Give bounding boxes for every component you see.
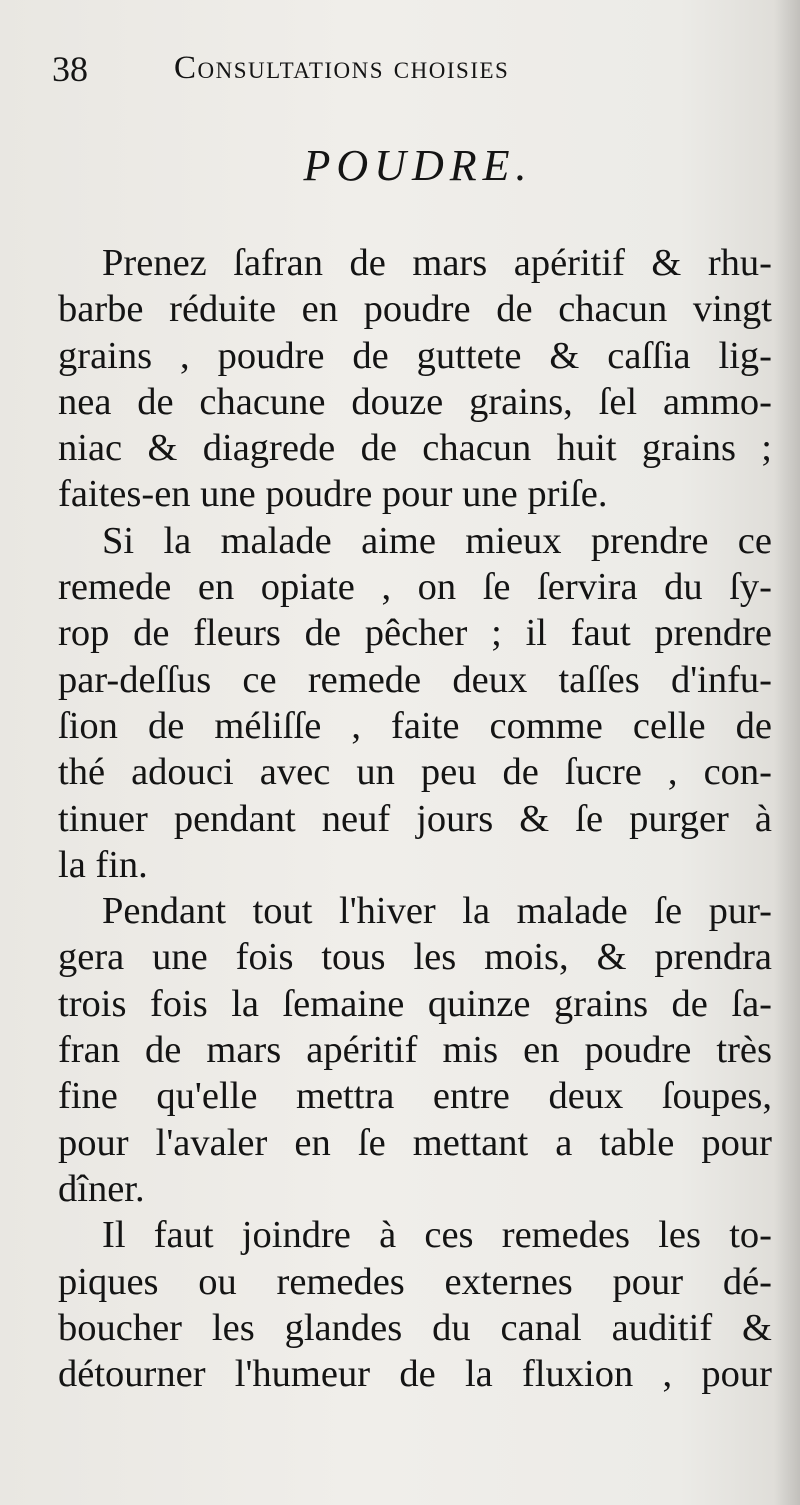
paragraph (58, 518, 772, 888)
text-line: nea de chacune douze grains, ſel ammo- (58, 380, 772, 423)
text-line: Si la malade aime mieux prendre ce (102, 519, 772, 562)
text-line: boucher les glandes du canal auditif & (58, 1306, 772, 1349)
text-line: gera une fois tous les mois, & prendra (58, 936, 772, 979)
text-line: Pendant tout l'hiver la malade ſe pur- (102, 890, 772, 933)
text-line: grains , poudre de guttete & caſſia lig- (58, 334, 772, 377)
text-line: dîner. (58, 1167, 145, 1210)
text-line: rop de fleurs de pêcher ; il faut prendre (58, 612, 772, 655)
paragraph (58, 240, 772, 518)
text-line: par-deſſus ce remede deux taſſes d'infu- (58, 658, 772, 701)
body-text (58, 240, 772, 1397)
text-line: Prenez ſafran de mars apéritif & rhu- (102, 242, 772, 284)
page-header (52, 42, 760, 102)
text-line: thé adouci avec un peu de ſucre , con- (58, 751, 772, 794)
text-line: tinuer pendant neuf jours & ſe purger à (58, 797, 772, 840)
text-line: fine qu'elle mettra entre deux ſoupes, (58, 1075, 772, 1118)
text-line: la fin. (58, 843, 148, 886)
text-line: détourner l'humeur de la fluxion , pour (58, 1353, 772, 1396)
text-line: trois fois la ſemaine quinze grains de ſa- (58, 982, 772, 1025)
section-title: POUDRE. (303, 141, 533, 190)
text-line: pour l'avaler en ſe mettant a table pour (58, 1121, 772, 1164)
text-line: ſion de méliſſe , faite comme celle de (58, 704, 772, 747)
text-line: barbe réduite en poudre de chacun vingt (58, 288, 772, 331)
text-line: Il faut joindre à ces remedes les to- (102, 1214, 772, 1257)
paragraph (58, 1212, 772, 1397)
page-number: 38 (52, 49, 88, 89)
text-line: remede en opiate , on ſe ſervira du ſy- (58, 566, 772, 609)
text-line: piques ou remedes externes pour dé- (58, 1260, 772, 1303)
text-line: fran de mars apéritif mis en poudre très (58, 1029, 772, 1072)
page-edge-shadow (774, 0, 800, 1505)
paragraph (58, 888, 772, 1212)
text-line: niac & diagrede de chacun huit grains ; (58, 427, 772, 470)
text-line: faites-en une poudre pour une priſe. (58, 473, 608, 516)
running-head: Consultations choisies (174, 50, 510, 86)
